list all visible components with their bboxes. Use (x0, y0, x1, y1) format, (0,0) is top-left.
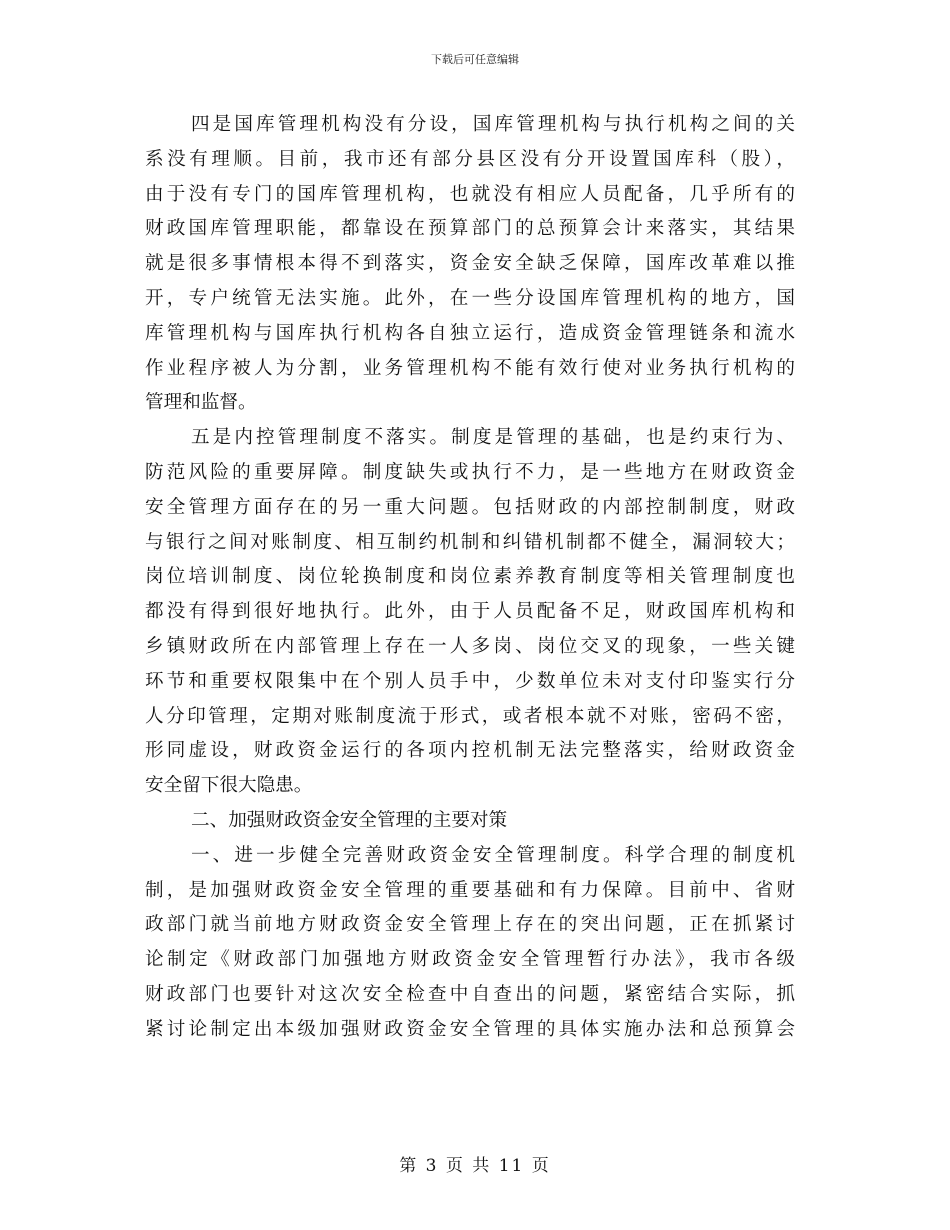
paragraph-line: 库管理机构与国库执行机构各自独立运行，造成资金管理链条和流水 (145, 322, 795, 344)
paragraph-line: 环节和重要权限集中在个别人员手中，少数单位未对支付印鉴实行分 (145, 670, 795, 692)
paragraph-line: 防范风险的重要屏障。制度缺失或执行不力，是一些地方在财政资金 (145, 461, 795, 483)
document-body (145, 108, 795, 1048)
paragraph-line: 论制定《财政部门加强地方财政资金安全管理暂行办法》，我市各级 (145, 949, 795, 971)
paragraph-line: 开，专户统管无法实施。此外，在一些分设国库管理机构的地方，国 (145, 287, 795, 309)
paragraph-line: 乡镇财政所在内部管理上存在一人多岗、岗位交叉的现象，一些关键 (145, 635, 795, 657)
paragraph-line: 形同虚设，财政资金运行的各项内控机制无法完整落实，给财政资金 (145, 740, 795, 762)
paragraph-line: 岗位培训制度、岗位轮换制度和岗位素养教育制度等相关管理制度也 (145, 566, 795, 588)
paragraph-line: 制，是加强财政资金安全管理的重要基础和有力保障。目前中、省财 (145, 879, 795, 901)
paragraph-line: 就是很多事情根本得不到落实，资金安全缺乏保障，国库改革难以推 (145, 253, 795, 275)
page-number: 第 3 页 共 11 页 (399, 1156, 551, 1176)
paragraph-line: 安全留下很大隐患。 (145, 775, 313, 797)
paragraph-line: 四是国库管理机构没有分设，国库管理机构与执行机构之间的关 (191, 114, 795, 135)
paragraph-line: 安全管理方面存在的另一重大问题。包括财政的内部控制制度，财政 (145, 496, 795, 518)
paragraph-line: 管理和监督。 (145, 392, 257, 414)
paragraph-line: 由于没有专门的国库管理机构，也就没有相应人员配备，几乎所有的 (145, 183, 795, 205)
paragraph-line: 一、进一步健全完善财政资金安全管理制度。科学合理的制度机 (191, 844, 795, 866)
paragraph-line: 政部门就当前地方财政资金安全管理上存在的突出问题，正在抓紧讨 (145, 914, 795, 936)
paragraph-line: 与银行之间对账制度、相互制约机制和纠错机制都不健全，漏洞较大； (145, 531, 795, 553)
paragraph-line: 都没有得到很好地执行。此外，由于人员配备不足，财政国库机构和 (145, 601, 795, 623)
section-heading: 二、加强财政资金安全管理的主要对策 (191, 809, 508, 831)
page-header-note: 下载后可任意编辑 (431, 53, 519, 66)
paragraph-line: 系没有理顺。目前，我市还有部分县区没有分开设置国库科（股）， (145, 148, 795, 170)
paragraph-line: 人分印管理，定期对账制度流于形式，或者根本就不对账，密码不密， (145, 705, 795, 727)
paragraph-line: 作业程序被人为分割，业务管理机构不能有效行使对业务执行机构的 (145, 357, 795, 379)
paragraph-line: 财政部门也要针对这次安全检查中自查出的问题，紧密结合实际，抓 (145, 983, 795, 1005)
paragraph-line: 紧讨论制定出本级加强财政资金安全管理的具体实施办法和总预算会 (145, 1018, 795, 1040)
paragraph-line: 财政国库管理职能，都靠设在预算部门的总预算会计来落实，其结果 (145, 218, 795, 240)
paragraph-line: 五是内控管理制度不落实。制度是管理的基础，也是约束行为、 (191, 427, 795, 449)
